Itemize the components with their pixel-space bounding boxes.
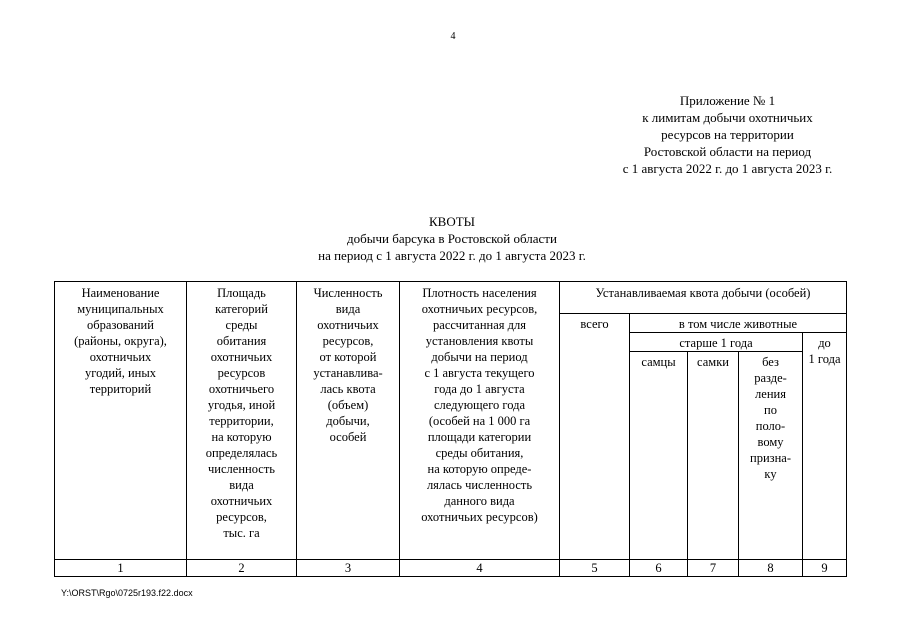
column-number: 8 [739,560,803,577]
header-municipalities: Наименование муниципальных образований (районы, округа), охотничьих угодий, иных территорий [55,282,187,560]
column-number: 2 [187,560,297,577]
column-number: 1 [55,560,187,577]
column-number: 5 [560,560,630,577]
appendix-line: Приложение № 1 [679,93,776,108]
appendix-line: с 1 августа 2022 г. до 1 августа 2023 г. [622,161,833,176]
header-no-sex-division: без разде- ления по поло- вому призна- ку [739,352,803,560]
column-number: 9 [803,560,847,577]
appendix-line: к лимитам добычи охотничьих [642,110,813,125]
header-older-than-one-year: старше 1 года [630,333,803,352]
header-total: всего [560,314,630,560]
appendix-line: ресурсов на территории [661,127,794,142]
title-period: на период с 1 августа 2022 г. до 1 августа 2023 г. [318,248,586,263]
file-path-footer: Y:\ORST\Rgo\0725r193.f22.docx [61,588,193,598]
header-under-one-year: до 1 года [803,333,847,560]
column-number: 3 [297,560,400,577]
column-number: 6 [630,560,688,577]
header-including-animals: в том числе животные [630,314,847,333]
document-title [252,213,652,264]
title-subject: добычи барсука в Ростовской области [347,231,557,246]
header-quota: Устанавливаемая квота добычи (особей) [560,282,847,314]
quota-table [54,281,847,577]
appendix-caption [600,92,855,177]
page-number: 4 [450,31,456,42]
header-population: Численность вида охотничьих ресурсов, от которой устанавлива- лась квота (объем) добычи, особей [297,282,400,560]
title-heading: КВОТЫ [428,214,475,229]
column-number: 4 [400,560,560,577]
header-habitat-area: Площадь категорий среды обитания охотничьих ресурсов охотничьего угодья, иной территории, на которую определялась численность вида охотничьих ресурсов, тыс. га [187,282,297,560]
appendix-line: Ростовской области на период [643,144,812,159]
header-density: Плотность населения охотничьих ресурсов, рассчитанная для установления квоты добычи на период с 1 августа текущего года до 1 августа следующего года (особей на 1 000 га площади категории среды обитания, на которую опреде- лялась численность данного вида охотничьих ресурсов) [400,282,560,560]
header-males: самцы [630,352,688,560]
header-females: самки [688,352,739,560]
column-number: 7 [688,560,739,577]
column-number-row [55,560,847,577]
